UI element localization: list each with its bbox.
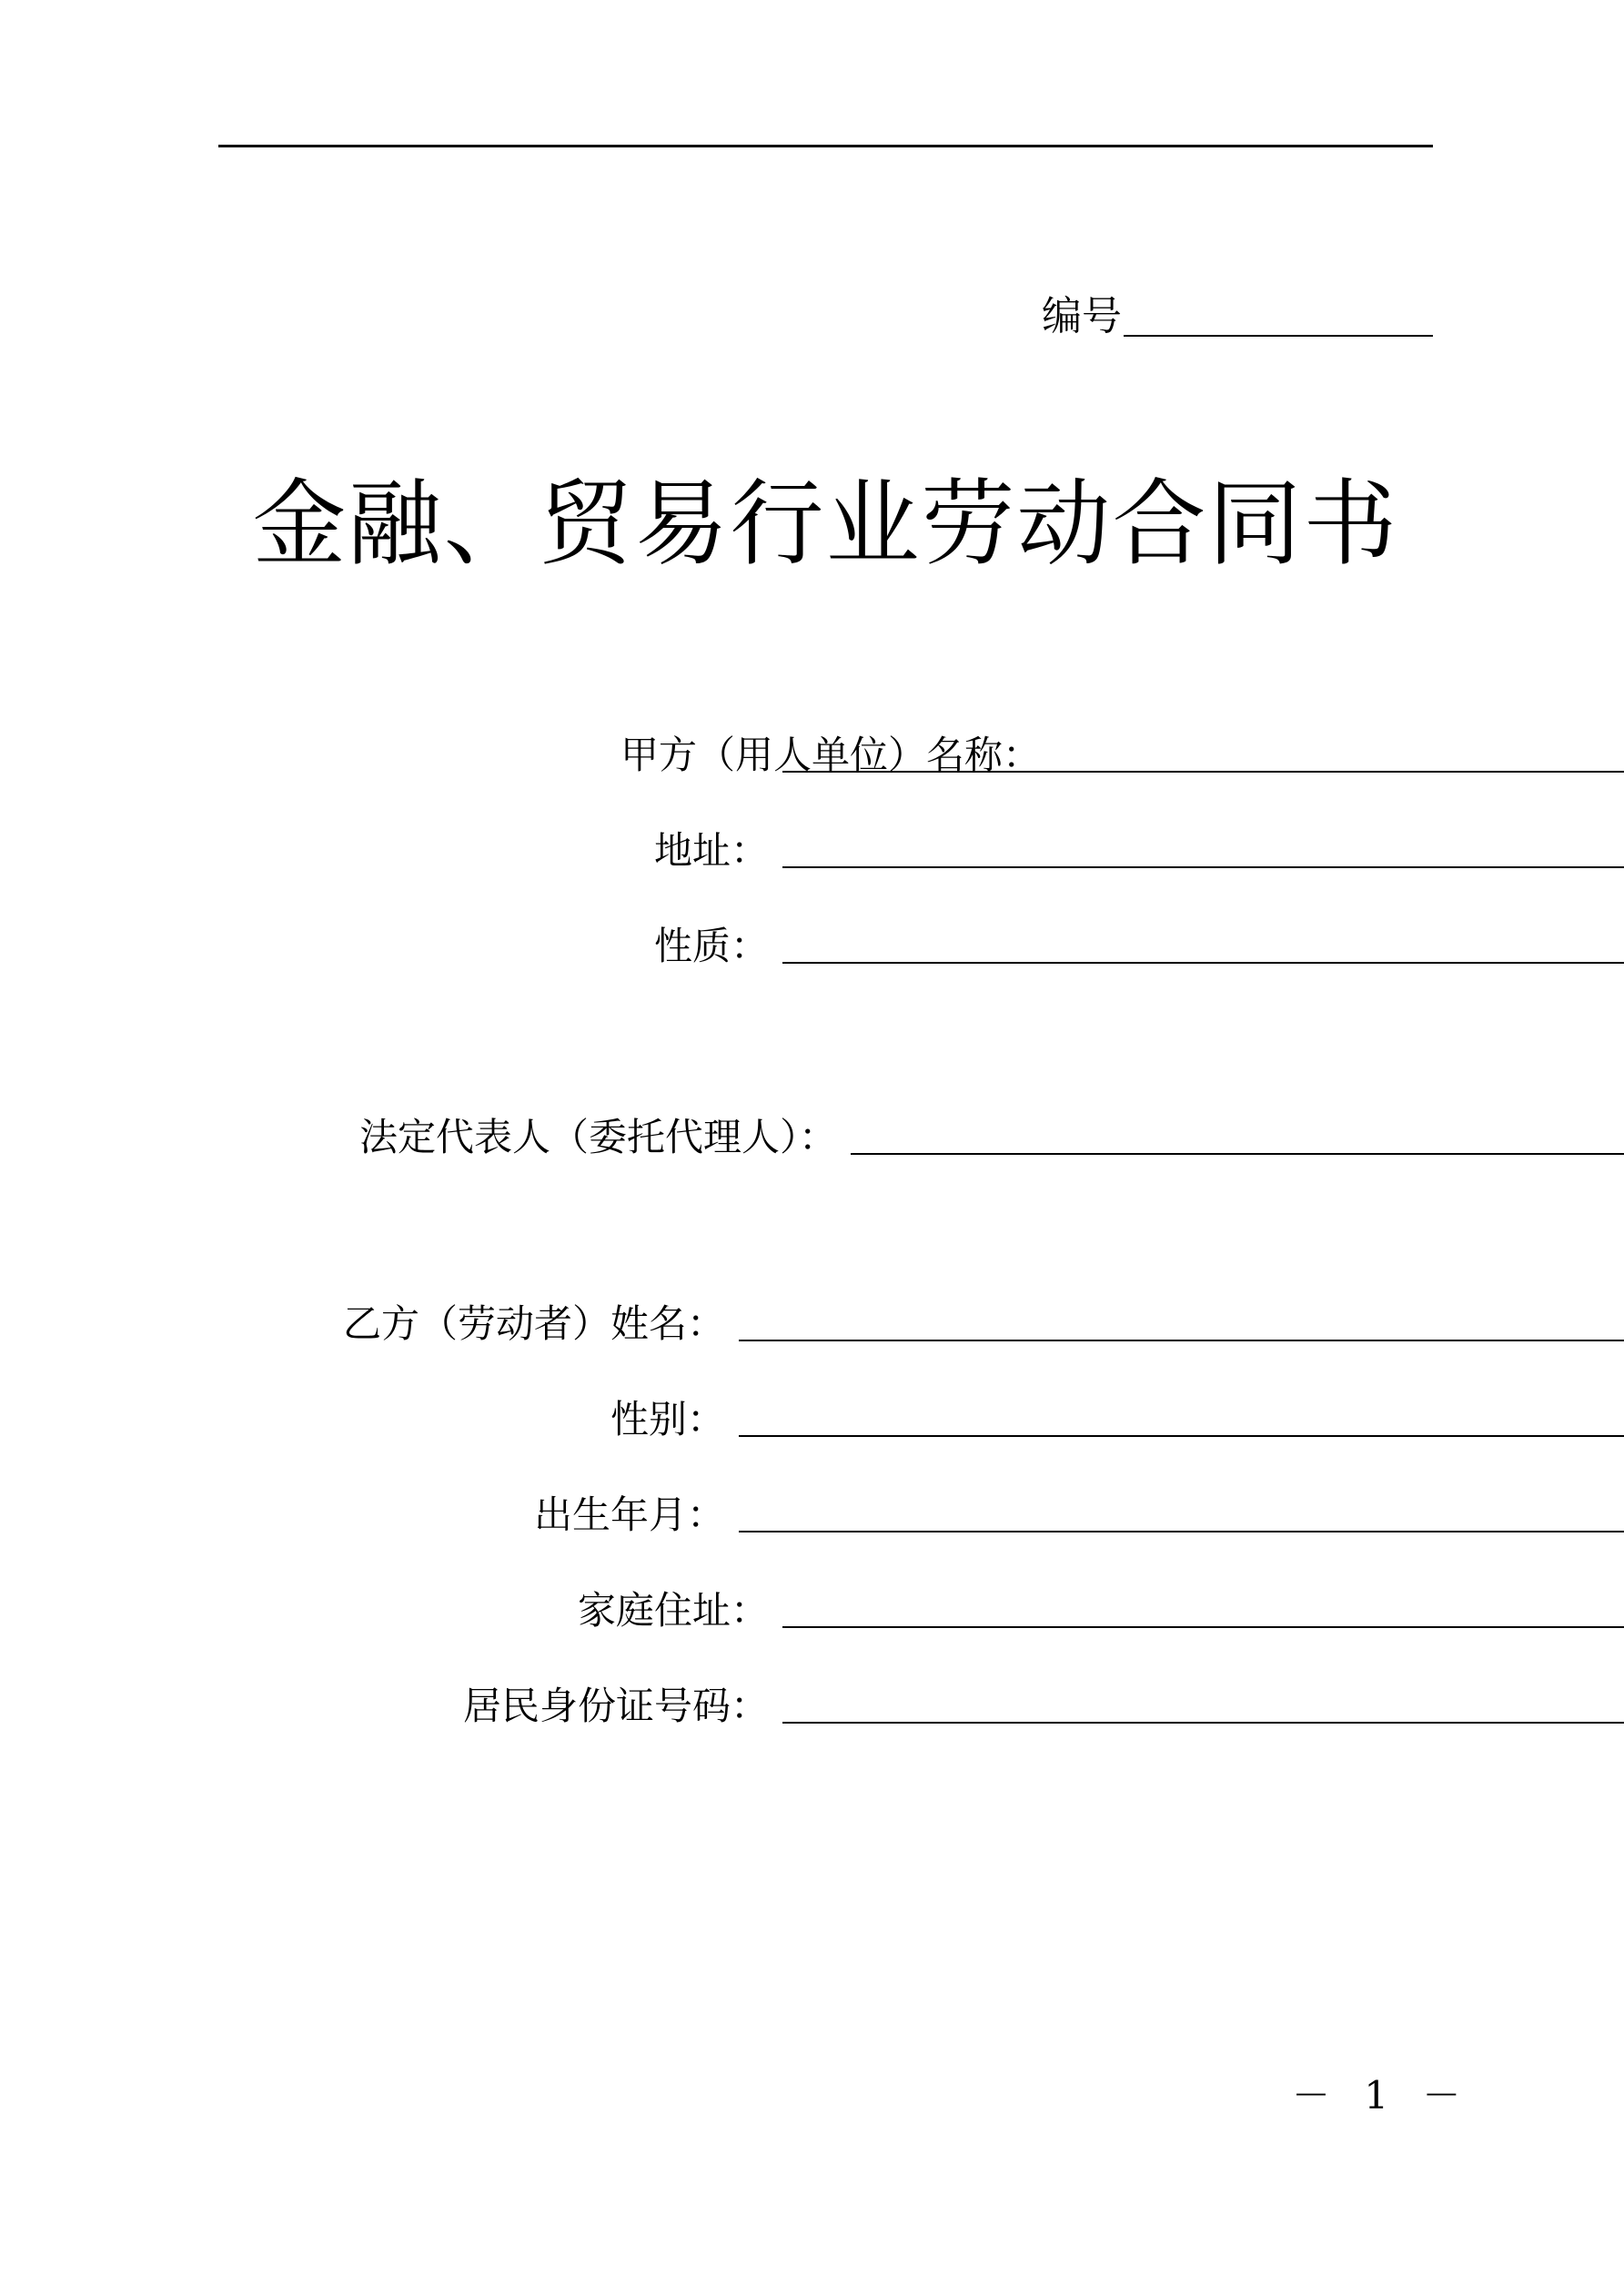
document-title: 金融、贸易行业劳动合同书	[252, 470, 1399, 579]
party-a-address-row	[273, 819, 1365, 874]
legal-rep-label: 法定代表人（委托代理人）：	[358, 1115, 837, 1159]
party-b-birth-line[interactable]	[739, 1531, 1624, 1532]
party-b-address-row	[273, 1579, 1365, 1633]
legal-rep-line[interactable]	[851, 1153, 1624, 1155]
legal-rep-row	[273, 1106, 1365, 1160]
party-b-birth-label: 出生年月：	[533, 1492, 725, 1537]
serial-number-label: 编号	[1042, 293, 1122, 339]
party-a-nature-line[interactable]	[782, 962, 1624, 964]
party-b-name-line[interactable]	[739, 1340, 1624, 1341]
party-b-birth-row	[273, 1483, 1365, 1538]
party-b-name-label: 乙方（劳动者）姓名：	[342, 1301, 725, 1346]
party-b-address-label: 家庭住址：	[577, 1588, 769, 1633]
party-a-nature-row	[273, 915, 1365, 969]
party-b-id-line[interactable]	[782, 1722, 1624, 1724]
party-b-gender-line[interactable]	[739, 1435, 1624, 1437]
party-b-name-row	[273, 1292, 1365, 1347]
page-number: － 1 －	[1292, 2073, 1472, 2118]
serial-number-input-line[interactable]	[1124, 293, 1433, 337]
party-b-address-line[interactable]	[782, 1626, 1624, 1628]
party-a-address-line[interactable]	[782, 866, 1624, 868]
party-a-address-label: 地址：	[653, 828, 769, 873]
party-b-gender-label: 性别：	[610, 1397, 725, 1441]
party-b-id-label: 居民身份证号码：	[462, 1684, 769, 1728]
party-a-nature-label: 性质：	[653, 924, 769, 968]
party-a-name-line[interactable]	[782, 771, 1624, 773]
party-b-gender-row	[273, 1388, 1365, 1442]
party-b-id-row	[273, 1674, 1365, 1729]
serial-number-field	[1042, 282, 1433, 337]
header-rule	[218, 145, 1433, 147]
party-a-name-label: 甲方（用人单位）名称：	[620, 733, 1041, 777]
party-a-name-row	[273, 723, 1365, 778]
